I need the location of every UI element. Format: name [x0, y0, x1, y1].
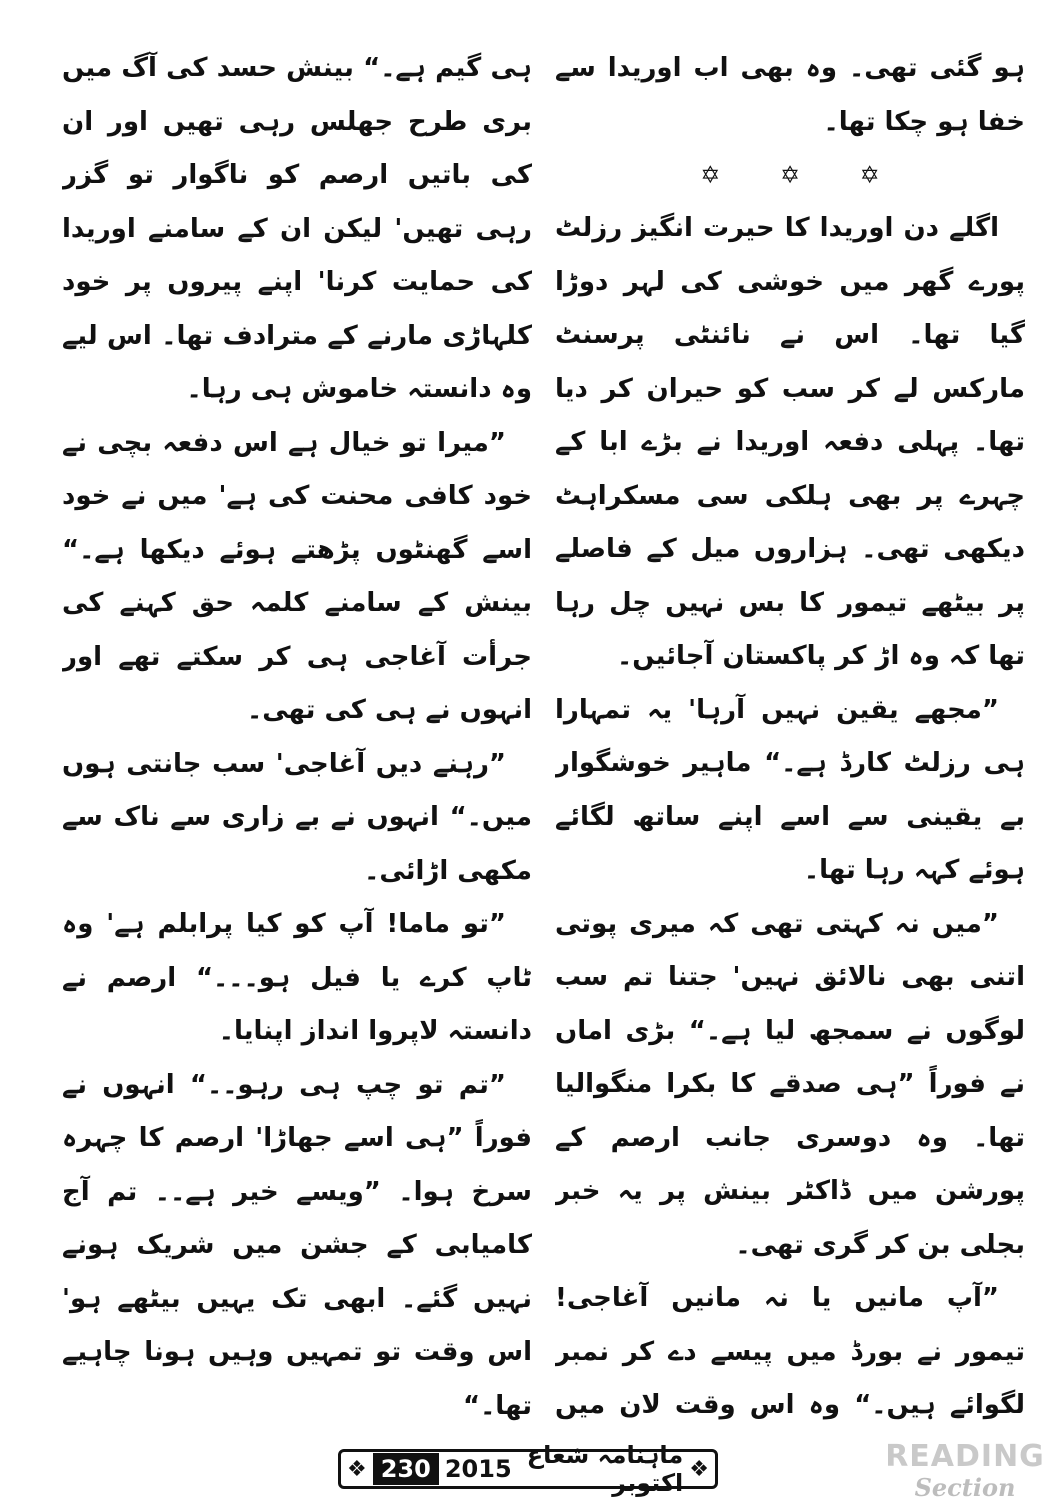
paragraph: ”میرا تو خیال ہے اس دفعہ بچی نے خود کافی محنت کی ہے' میں نے خود اسے گھنٹوں پڑھتے ہوئے دیکھا ہے۔“ بینش کے سامنے کلمہ حق کہنے کی جرأت آغاجی ہی کر سکتے تھے اور انہوں نے ہی کی تھی۔	[62, 427, 532, 725]
right-column	[555, 42, 1025, 1422]
page-number: 230	[373, 1453, 439, 1485]
magazine-title: ماہنامہ شعاع اکتوبر	[526, 1441, 684, 1497]
watermark	[880, 1440, 1050, 1507]
section-divider-stars: ✡ ✡ ✡	[700, 161, 906, 189]
paragraph: اگلے دن اوریدا کا حیرت انگیز رزلٹ پورے گھر میں خوشی کی لہر دوڑا گیا تھا۔ اس نے نائنٹی پرسنٹ مارکس لے کر سب کو حیران کر دیا تھا۔ پہلی دفعہ اوریدا نے بڑے ابا کے چہرے پر بھی ہلکی سی مسکراہٹ دیکھی تھی۔ ہزاروں میل کے فاصلے پر بیٹھے تیمور کا بس نہیں چل رہا تھا کہ وہ اڑ کر پاکستان آجائیں۔	[555, 213, 1025, 671]
paragraph: ”تم تو چپ ہی رہو۔۔“ انہوں نے فوراً ”ہی اسے جھاڑا' ارصم کا چہرہ سرخ ہوا۔ ”ویسے خیر ہے۔۔ تم آج کامیابی کے جشن میں شریک ہونے نہیں گئے۔ ابھی تک یہیں بیٹھے ہو' اس وقت تو تمہیں وہیں ہونا چاہیے تھا۔“	[62, 1069, 532, 1421]
paragraph: ”رہنے دیں آغاجی' سب جانتی ہوں میں۔“ انہوں نے بے زاری سے ناک سے مکھی اڑائی۔	[62, 748, 532, 886]
paragraph: ”میں نہ کہتی تھی کہ میری پوتی اتنی بھی نالائق نہیں' جتنا تم سب لوگوں نے سمجھ لیا ہے۔“ بڑی اماں نے فوراً ”ہی صدقے کا بکرا منگوالیا تھا۔ وہ دوسری جانب ارصم کے پورشن میں ڈاکٹر بینش پر یہ خبر بجلی بن کر گری تھی۔	[555, 908, 1025, 1260]
page-footer	[338, 1441, 718, 1497]
paragraph: ہی گیم ہے۔“ بینش حسد کی آگ میں بری طرح جھلس رہی تھیں اور ان کی باتیں ارصم کو ناگوار تو گزر رہی تھیں' لیکن ان کے سامنے اوریدا کی حمایت کرنا' اپنے پیروں پر خود کلہاڑی مارنے کے مترادف تھا۔ اس لیے وہ دانستہ خاموش ہی رہا۔	[62, 53, 532, 404]
paragraph: ”مجھے یقین نہیں آرہا' یہ تمہارا ہی رزلٹ کارڈ ہے۔“ ماہیر خوشگوار بے یقینی سے اسے اپنے ساتھ لگائے ہوئے کہہ رہا تھا۔	[555, 694, 1025, 885]
left-column	[62, 42, 532, 1422]
issue-year: 2015	[444, 1455, 512, 1483]
ornament-icon: ❖	[689, 1456, 709, 1482]
paragraph: ہو گئی تھی۔ وہ بھی اب اوریدا سے خفا ہو چکا تھا۔	[555, 53, 1025, 137]
watermark-line2: Section	[914, 1473, 1016, 1502]
ornament-icon: ❖	[347, 1456, 367, 1482]
paragraph: ”تو ماما! آپ کو کیا پرابلم ہے' وہ ٹاپ کرے یا فیل ہو۔۔۔“ ارصم نے دانستہ لاپروا انداز اپنایا۔	[62, 909, 532, 1046]
paragraph: ”آپ مانیں یا نہ مانیں آغاجی! تیمور نے بورڈ میں پیسے دے کر نمبر لگوائے ہیں۔“ وہ اس وقت لان میں	[555, 1283, 1025, 1420]
watermark-line1: READING	[885, 1439, 1045, 1474]
